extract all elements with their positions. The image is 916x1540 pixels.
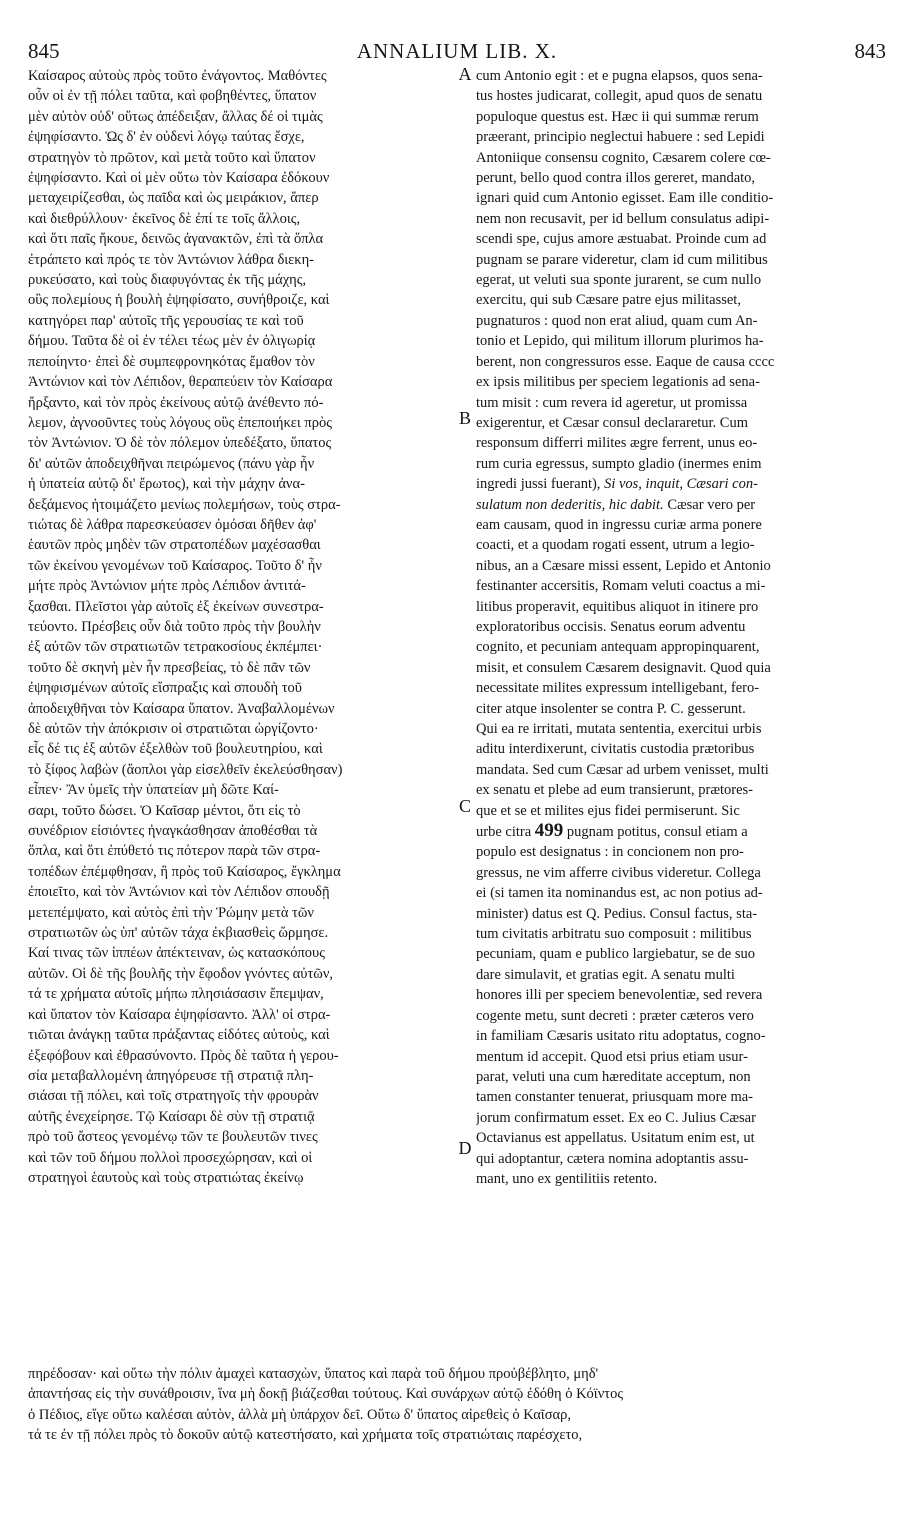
soldier-speech: Si vos, inquit, Cæsari con- bbox=[604, 476, 758, 493]
latin-text: tonio et Lepido, qui militum illorum plurimos ha- bbox=[476, 333, 764, 350]
latin-text: minister) datus est Q. Pedius. Consul factus, sta- bbox=[476, 905, 758, 922]
full-width-text-line: πηρέδοσαν· καὶ οὕτω τὴν πόλιν ἀμαχεὶ κατασχὼν, ὕπατος καὶ παρὰ τοῦ δήμου προὐβέβλητο, μηδ' bbox=[28, 1366, 599, 1382]
latin-text-line bbox=[476, 66, 888, 86]
latin-text-line bbox=[476, 229, 888, 249]
latin-text-line bbox=[476, 1128, 888, 1148]
greek-text-line: καὶ διεθρύλλουν· ἐκεῖνος δὲ ἐπί τε τοῖς ἄλλοις, bbox=[28, 210, 301, 227]
greek-text-line: ἡ ὑπατεία αὐτῷ δι' ἔρωτος), καὶ τὴν μάχην ἀνα- bbox=[28, 476, 305, 493]
greek-text-line: ἐψηφισμένων αὐτοῖς εἴσπραξις καὶ σπουδὴ τοῦ bbox=[28, 680, 302, 697]
latin-text: coacti, et a quodam rogati essent, utrum a legio- bbox=[476, 537, 755, 554]
greek-text-line: καὶ τῶν τοῦ δήμου πολλοὶ προσεχώρησαν, καὶ οἱ bbox=[28, 1149, 313, 1166]
latin-text: pugnaturos : quod non erat aliud, quam cum An- bbox=[476, 312, 758, 329]
greek-text-line: ἀποδειχθῆναι τὸν Καίσαρα ὕπατον. Ἀναβαλλομένων bbox=[28, 700, 335, 717]
greek-text-line: σιάσαι τῇ πόλει, καὶ τοῖς στρατηγοῖς τὴν φρουρὰν bbox=[28, 1088, 319, 1105]
greek-text-line: τεύοντο. Πρέσβεις οὖν διὰ τοῦτο πρὸς τὴν βουλὴν bbox=[28, 618, 321, 635]
latin-text-line bbox=[476, 495, 888, 515]
greek-text-line: Καίσαρος αὐτοὺς πρὸς τοῦτο ἐνάγοντος. Μαθόντες bbox=[28, 68, 327, 84]
greek-text-line: τιῶται ἀνάγκῃ ταῦτα πράξαντας εἰδότες αὐτοὺς, καὶ bbox=[28, 1027, 330, 1044]
latin-text-line bbox=[476, 454, 888, 474]
greek-text-line: αὐτῆς ἐνεχείρησε. Τῷ Καίσαρι δὲ σὺν τῇ στρατιᾷ bbox=[28, 1108, 315, 1125]
greek-text-line: συνέδριον εἰσιόντες ἠναγκάσθησαν ἀποθέσθαι τὰ bbox=[28, 823, 318, 840]
latin-text: Qui ea re irritati, mutata sententia, exercitui urbis bbox=[476, 721, 762, 737]
latin-text-line bbox=[476, 372, 888, 392]
latin-text: que et se et milites ejus fidei permiserunt. Sic bbox=[476, 802, 740, 819]
latin-text: tamen constanter tenuerat, priusquam more ma- bbox=[476, 1089, 754, 1106]
book-title: ANNALIUM LIB. X. bbox=[356, 39, 558, 63]
greek-text-line: στρατηγὸν τὸ πρῶτον, καὶ μετὰ τοῦτο καὶ ὕπατον bbox=[28, 149, 316, 166]
section-marker-b: B bbox=[458, 408, 471, 428]
latin-text: populo est designatus : in concionem non pro- bbox=[476, 844, 744, 861]
section-marker-c: C bbox=[458, 796, 471, 816]
latin-text-line bbox=[476, 250, 888, 270]
latin-text-line bbox=[476, 699, 888, 719]
greek-text-line: μὲν αὐτὸν οὐδ' οὕτως ἀπέδειξαν, ἄλλας δέ οἱ τιμὰς bbox=[28, 108, 323, 125]
latin-text-line bbox=[476, 188, 888, 208]
latin-text: parat, veluti una cum hæreditate acceptum, non bbox=[476, 1068, 751, 1085]
latin-text: misit, et consulem Cæsarem designavit. Quod quia bbox=[476, 659, 771, 676]
latin-text: litibus properavit, equitibus aliquot in itinere pro bbox=[476, 598, 759, 615]
latin-text: qui adoptantur, cætera nomina adoptantis assu- bbox=[476, 1150, 749, 1167]
greek-text-line: δήμου. Ταῦτα δὲ οἱ ἐν τέλει τέως μὲν ἐν ὀλιγωρίᾳ bbox=[28, 333, 316, 350]
greek-text-line: ἤρξαντο, καὶ τὸν πρὸς ἐκείνους αὐτῷ ἀνέθεντο πό- bbox=[28, 394, 324, 411]
greek-text-line: σαρι, τοῦτο δώσει. Ὁ Καῖσαρ μέντοι, ὅτι εἰς τὸ bbox=[28, 802, 301, 819]
greek-text-line: ἐψηφίσαντο. Καὶ οἱ μὲν οὕτω τὸν Καίσαρα ἐδόκουν bbox=[28, 170, 330, 187]
latin-text-line bbox=[476, 924, 888, 944]
greek-text-line: αὐτῶν. Οἱ δὲ τῆς βουλῆς τὴν ἔφοδον γνόντες αὐτῶν, bbox=[28, 965, 334, 982]
latin-text: populoque questus est. Hæc ii qui summæ rerum bbox=[476, 108, 759, 125]
latin-text-line bbox=[476, 148, 888, 168]
latin-column bbox=[476, 66, 888, 1189]
latin-text-line bbox=[476, 535, 888, 555]
latin-text: responsum differri milites ægre ferrent, unus eo- bbox=[476, 435, 758, 452]
latin-text-line bbox=[476, 209, 888, 229]
greek-text-line: τά τε χρήματα αὐτοῖς μήπω πλησιάσασιν ἔπεμψαν, bbox=[28, 986, 324, 1003]
latin-text: ei (si tamen ita nominandus est, ac non potius ad- bbox=[476, 885, 763, 902]
greek-text-line: εἶπεν· Ἂν ὑμεῖς τὴν ὑπατείαν μὴ δῶτε Καί- bbox=[28, 782, 279, 799]
latin-text-line bbox=[476, 290, 888, 310]
latin-text-line bbox=[476, 597, 888, 617]
greek-text-line: μήτε πρὸς Ἀντώνιον μήτε πρὸς Λέπιδον ἀντιτά- bbox=[28, 578, 306, 595]
latin-text: in familiam Cæsaris usitato ritu adoptatus, cogno- bbox=[476, 1028, 766, 1045]
left-page-number: 845 bbox=[28, 39, 60, 63]
latin-text-line bbox=[476, 678, 888, 698]
greek-text-line: εἷς δέ τις ἐξ αὐτῶν ἐξελθὼν τοῦ βουλευτηρίου, καὶ bbox=[28, 741, 323, 758]
greek-column bbox=[28, 66, 456, 1188]
latin-text-line bbox=[476, 1047, 888, 1067]
greek-text-line: τιώτας δὲ λάθρα παρεσκεύασεν ὀμόσαι δῆθεν ἀφ' bbox=[28, 516, 317, 533]
latin-text-line bbox=[476, 1169, 888, 1189]
greek-text-line: ἐτράπετο καὶ πρός τε τὸν Ἀντώνιον λάθρα διεκη- bbox=[28, 251, 314, 268]
latin-text: perunt, bello quod contra illos gereret, mandato, bbox=[476, 170, 756, 187]
latin-text-line bbox=[476, 780, 888, 800]
latin-text: nem non recusavit, per id bellum consulatus adipi- bbox=[476, 210, 770, 227]
latin-text-line bbox=[476, 617, 888, 637]
greek-text-line: δὲ αὐτῶν τὴν ἀπόκρισιν οἱ στρατιῶται ὠργίζοντο· bbox=[28, 721, 319, 737]
latin-text-line bbox=[476, 637, 888, 657]
latin-text: tus hostes judicarat, collegit, apud quos de senatu bbox=[476, 88, 763, 105]
greek-text-line: μετεπέμψατο, καὶ αὐτὸς ἐπὶ τὴν Ῥώμην μετὰ τῶν bbox=[28, 904, 314, 921]
latin-text-line bbox=[476, 821, 888, 842]
latin-text-line bbox=[476, 474, 888, 494]
greek-text-line: τοῦτο δὲ σκηνὴ μὲν ἦν πρεσβείας, τὸ δὲ πᾶν τῶν bbox=[28, 659, 311, 676]
latin-text-line bbox=[476, 352, 888, 372]
latin-text-line bbox=[476, 801, 888, 821]
latin-text-line bbox=[476, 433, 888, 453]
greek-text-line: ξασθαι. Πλεῖστοι γὰρ αὐτοῖς ἐξ ἐκείνων συνεστρα- bbox=[28, 598, 324, 615]
latin-text-line bbox=[476, 168, 888, 188]
latin-text: berent, non congressuros esse. Eaque de causa cccc bbox=[476, 353, 775, 370]
latin-text: cognito, et pecuniam antequam appropinquarent, bbox=[476, 639, 760, 656]
greek-text-line: ἐξεφόβουν καὶ ἐθρασύνοντο. Πρὸς δὲ ταῦτα ἡ γερου- bbox=[28, 1047, 339, 1064]
latin-text: urbe citra bbox=[476, 824, 532, 841]
section-marker-d: D bbox=[458, 1138, 472, 1158]
latin-text: pugnam potitus, consul etiam a bbox=[566, 824, 748, 841]
greek-text-line: κατηγόρει παρ' αὐτοῖς τῆς γερουσίας τε καὶ τοῦ bbox=[28, 312, 304, 329]
greek-text-line: τῶν ἐκείνου γενομένων τοῦ Καίσαρος. Τοῦτο δ' ἦν bbox=[28, 557, 322, 574]
latin-text: pugnam se parare videretur, clam id cum militibus bbox=[476, 251, 768, 268]
full-width-greek-text bbox=[28, 1364, 890, 1446]
latin-text: sulatum non dederitis, hic dabit. Cæsar vero per bbox=[476, 496, 756, 513]
greek-text-line: μεταχειρίζεσθαι, ὡς παῖδα καὶ ὡς μειράκιον, ἅπερ bbox=[28, 190, 319, 207]
latin-text-line bbox=[476, 576, 888, 596]
greek-text-line: καὶ ὅτι παῖς ἤκουε, δεινῶς ἀγανακτῶν, ἐπὶ τὰ ὅπλα bbox=[28, 231, 324, 248]
latin-text: tum civitatis arbitratu suo composuit : militibus bbox=[476, 926, 752, 943]
latin-text-line bbox=[476, 107, 888, 127]
greek-text-line: στρατιωτῶν ὡς ὑπ' αὐτῶν τάχα ἐκβιασθεὶς ὥρμησε. bbox=[28, 925, 329, 942]
greek-text-line: τὸν Ἀντώνιον. Ὁ δὲ τὸν πόλεμον ὑπεδέξατο, ὕπατος bbox=[28, 435, 332, 452]
latin-text: necessitate milites expressum intelligebant, fero- bbox=[476, 680, 760, 697]
greek-text-line: ἐψηφίσαντο. Ὡς δ' ἐν οὐδενὶ λόγῳ ταύτας ἔσχε, bbox=[28, 129, 305, 146]
full-width-text-line: τά τε ἐν τῇ πόλει πρὸς τὸ δοκοῦν αὐτῷ κατεστήσατο, καὶ χρήματα τοῖς στρατιώταις παρέσχετο, bbox=[28, 1427, 583, 1444]
full-width-text-line: ἀπαντήσας εἰς τὴν συνάθροισιν, ἵνα μὴ δοκῇ βιάζεσθαι τούτους. Καὶ συνάρχων αὐτῷ ἐδόθη ὁ Κόϊντος bbox=[28, 1386, 624, 1403]
greek-text-line: πρὸ τοῦ ἄστεος γενομένῳ τῶν τε βουλευτῶν τινες bbox=[28, 1129, 318, 1146]
latin-text-line bbox=[476, 413, 888, 433]
latin-text: pecuniam, quam e publico largiebatur, se de suo bbox=[476, 946, 755, 963]
right-page-number: 843 bbox=[854, 39, 886, 63]
latin-text: gressus, ne vim afferre civibus videretur. Collega bbox=[476, 864, 761, 881]
latin-text: tum misit : cum revera id ageretur, ut promissa bbox=[476, 394, 748, 411]
greek-text-line: τοπέδων ἐπέμφθησαν, ἢ πρὸς τοῦ Καίσαρος, ἔγκλημα bbox=[28, 863, 341, 880]
latin-text: ex senatu et plebe ad eum transierunt, prætores- bbox=[476, 782, 754, 799]
latin-text: ex ipsis militibus per speciem legationis ad sena- bbox=[476, 374, 760, 391]
latin-text: cum Antonio egit : et e pugna elapsos, quos sena- bbox=[476, 68, 763, 84]
latin-text: mentum id accepit. Quod etsi prius etiam usur- bbox=[476, 1048, 748, 1065]
latin-text: ingredi jussi fuerant), bbox=[476, 476, 601, 493]
latin-text: honores illi per speciem benevolentiæ, sed revera bbox=[476, 987, 763, 1004]
section-marker-a: A bbox=[458, 64, 472, 84]
latin-text-line bbox=[476, 658, 888, 678]
greek-text-line: ὅπλα, καὶ ὅτι ἐπύθετό τις πότερον παρὰ τῶν στρα- bbox=[28, 843, 321, 860]
latin-text-line bbox=[476, 883, 888, 903]
latin-text-line bbox=[476, 331, 888, 351]
greek-text-line: Ἀντώνιον καὶ τὸν Λέπιδον, θεραπεύειν τὸν Καίσαρα bbox=[28, 374, 333, 391]
latin-text: exigerentur, et Cæsar consul declararetur. Cum bbox=[476, 414, 749, 431]
latin-text-line bbox=[476, 863, 888, 883]
latin-text-line bbox=[476, 393, 888, 413]
greek-text-line: ἑαυτῶν πρὸς μηδὲν τῶν στρατοπέδων μαχέσασθαι bbox=[28, 537, 321, 554]
latin-text-line bbox=[476, 127, 888, 147]
latin-text-line bbox=[476, 904, 888, 924]
latin-text-line bbox=[476, 760, 888, 780]
greek-text-line: σία μεταβαλλομένη ἀπηγόρευσε τῇ στρατιᾷ πλη- bbox=[28, 1067, 314, 1084]
greek-text-line: Καί τινας τῶν ἱππέων ἀπέκτειναν, ὡς κατασκόπους bbox=[28, 945, 325, 962]
latin-text-line bbox=[476, 86, 888, 106]
greek-text-line: ἐξ αὐτῶν τῶν στρατιωτῶν τετρακοσίους ἐκπέμπει· bbox=[28, 639, 323, 656]
greek-text-line: τὸ ξίφος λαβὼν (ἄοπλοι γὰρ εἰσελθεῖν ἐκελεύσθησαν) bbox=[28, 761, 343, 778]
latin-text: dare simulavit, et gratias egit. A senatu multi bbox=[476, 966, 735, 983]
latin-text: rum curia egressus, sumpto gladio (inermes enim bbox=[476, 455, 762, 472]
latin-text: Octavianus est appellatus. Usitatum enim est, ut bbox=[476, 1130, 755, 1147]
greek-text-line: δεξάμενος ἡτοιμάζετο μενίως πολεμήσων, τοὺς στρα- bbox=[28, 496, 341, 513]
edition-page-number: 499 bbox=[534, 821, 564, 842]
latin-text-line bbox=[476, 556, 888, 576]
greek-text-line: οὓς πολεμίους ἡ βουλὴ ἐψηφίσατο, συνήθροιζε, καὶ bbox=[28, 292, 330, 309]
latin-text: eam causam, quod in ingressu curiæ arma ponere bbox=[476, 516, 762, 533]
latin-text-line bbox=[476, 985, 888, 1005]
latin-text: exploratoribus occisis. Senatus eorum adventu bbox=[476, 618, 746, 635]
greek-text-line: στρατηγοὶ ἑαυτοὺς καὶ τοὺς στρατιώτας ἐκείνῳ bbox=[28, 1169, 304, 1186]
greek-text-line: ρυκεύσατο, καὶ τοὺς διαφυγόντας ἐκ τῆς μάχης, bbox=[28, 272, 307, 289]
latin-text-line bbox=[476, 842, 888, 862]
latin-text: scendi spe, cujus amore æstuabat. Proinde cum ad bbox=[476, 231, 767, 248]
greek-text-line: ἐποιεῖτο, καὶ τὸν Ἀντώνιον καὶ τὸν Λέπιδον σπουδῇ bbox=[28, 884, 330, 901]
latin-text-line bbox=[476, 965, 888, 985]
latin-text-line bbox=[476, 944, 888, 964]
greek-text-line: λεμον, ἀγνοοῦντες τοὺς λόγους οὓς ἐπεποιήκει πρὸς bbox=[28, 414, 332, 431]
soldier-speech-end: sulatum non dederitis, hic dabit. bbox=[476, 496, 664, 513]
latin-text: præerant, principio neglectui habuere : sed Lepidi bbox=[476, 129, 765, 146]
latin-text: citer atque insolenter se contra P. C. gesserunt. bbox=[476, 700, 746, 717]
latin-text-line bbox=[476, 1149, 888, 1169]
latin-text-line bbox=[476, 311, 888, 331]
latin-text-line bbox=[476, 515, 888, 535]
latin-text-line bbox=[476, 1087, 888, 1107]
greek-text-line: πεποίηντο· ἐπεὶ δὲ συμπεφρονηκότας ἔμαθον τὸν bbox=[28, 353, 315, 370]
latin-text-line bbox=[476, 719, 888, 739]
latin-text: aditu interdixerunt, civitatis custodia prætoribus bbox=[476, 741, 755, 758]
full-width-text-line: ὁ Πέδιος, εἴγε οὕτω καλέσαι αὐτὸν, ἀλλὰ μὴ ὑπάρχον δεῖ. Οὕτω δ' ὕπατος αἱρεθεὶς ὁ Καῖσαρ, bbox=[28, 1406, 571, 1423]
greek-text-line: καὶ ὕπατον τὸν Καίσαρα ἐψηφίσαντο. Ἀλλ' οἱ στρα- bbox=[28, 1006, 331, 1023]
latin-text: nibus, an a Cæsare missi essent, Lepido et Antonio bbox=[476, 557, 771, 574]
latin-text-line bbox=[476, 1067, 888, 1087]
latin-text-line bbox=[476, 739, 888, 759]
latin-text: ignari quid cum Antonio egisset. Eam ille conditio- bbox=[476, 190, 774, 207]
running-head bbox=[28, 38, 886, 64]
latin-text: mandata. Sed cum Cæsar ad urbem venisset, multi bbox=[476, 761, 769, 778]
latin-text: festinanter accersitis, Romam veluti coactus a mi- bbox=[476, 578, 766, 595]
latin-text: Antoniique consensu cognito, Cæsarem colere cœ- bbox=[476, 149, 771, 166]
greek-text-line: δι' αὐτῶν ἀποδειχθῆναι πειρώμενος (πάνυ γὰρ ἦν bbox=[28, 455, 315, 472]
latin-text: exercitu, qui sub Cæsare patre ejus militasset, bbox=[476, 292, 741, 309]
latin-text-line bbox=[476, 1006, 888, 1026]
latin-text-line bbox=[476, 1108, 888, 1128]
latin-text-line bbox=[476, 270, 888, 290]
latin-text-line bbox=[476, 1026, 888, 1046]
latin-text: cogente metu, sunt decreti : præter cæteros vero bbox=[476, 1007, 754, 1024]
latin-text: jorum confirmatum esset. Ex eo C. Julius Cæsar bbox=[476, 1109, 756, 1126]
latin-text: mant, uno ex gentilitiis retento. bbox=[476, 1170, 658, 1187]
greek-text-line: οὖν οἱ ἐν τῇ πόλει ταῦτα, καὶ φοβηθέντες, ὕπατον bbox=[28, 88, 317, 105]
latin-text: egerat, ut veluti sua sponte jurarent, se cum nullo bbox=[476, 272, 762, 289]
